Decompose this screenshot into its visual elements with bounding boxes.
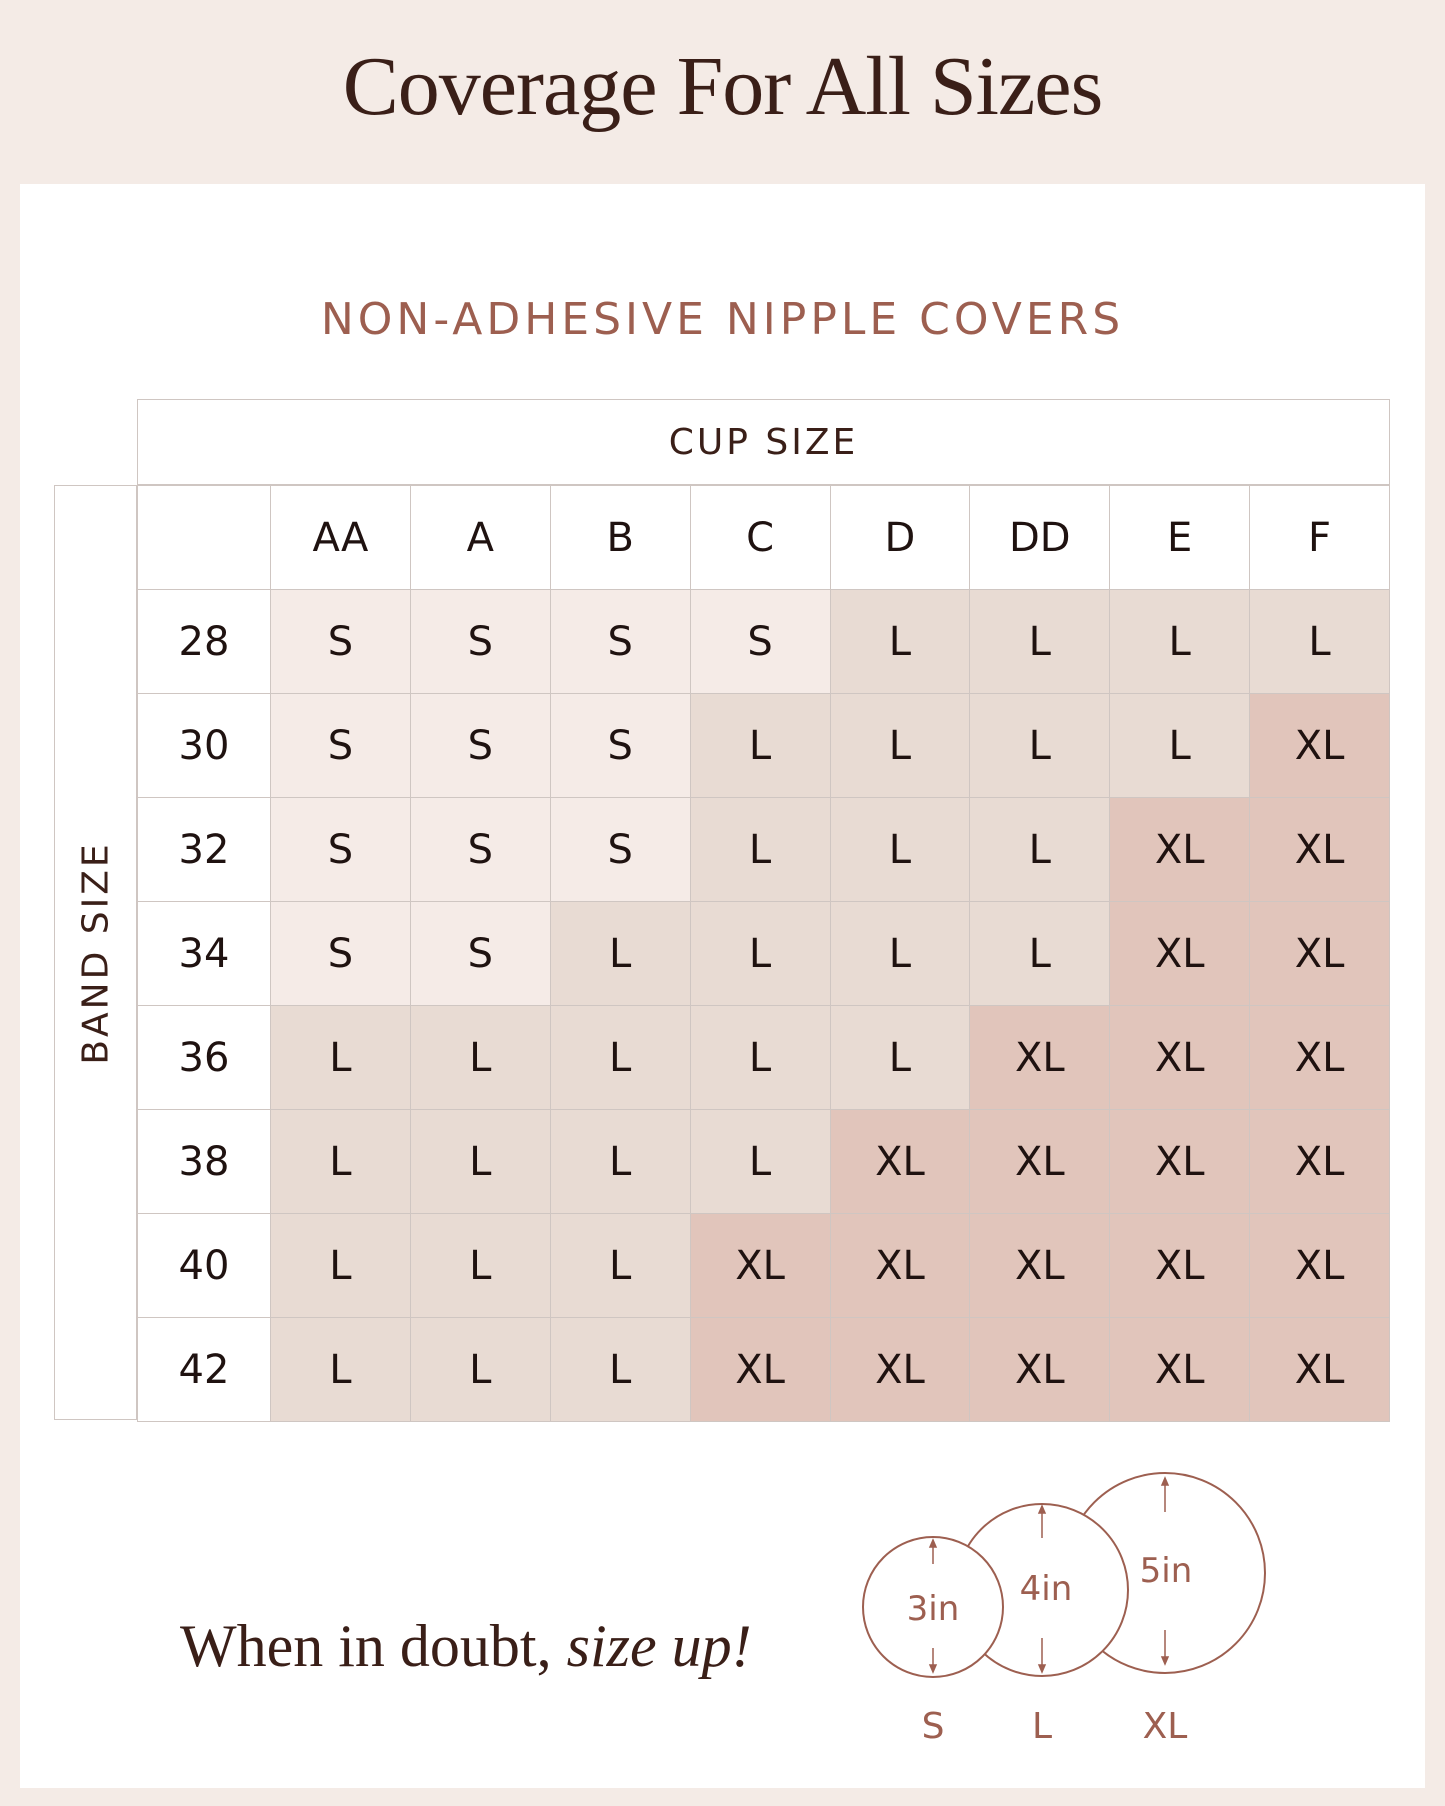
band-size-cell: 30 — [138, 694, 271, 798]
size-cell: S — [410, 902, 550, 1006]
size-cell: L — [271, 1214, 411, 1318]
corner-cell — [138, 486, 271, 590]
size-cell: XL — [830, 1318, 970, 1422]
size-cell: XL — [970, 1006, 1110, 1110]
size-cell: L — [1110, 590, 1250, 694]
size-cell: L — [830, 798, 970, 902]
band-size-label: BAND SIZE — [75, 840, 116, 1065]
band-size-cell: 38 — [138, 1110, 271, 1214]
size-cell: L — [830, 590, 970, 694]
size-cell: XL — [1250, 1214, 1390, 1318]
cover-size-illustration — [850, 1460, 1290, 1760]
size-cell: XL — [1250, 902, 1390, 1006]
cup-size-cell: AA — [271, 486, 411, 590]
size-cell: L — [410, 1318, 550, 1422]
size-cell: XL — [970, 1214, 1110, 1318]
cup-size-cell: A — [410, 486, 550, 590]
size-cell: L — [550, 1214, 690, 1318]
size-cell: S — [550, 694, 690, 798]
size-table — [137, 485, 1390, 1422]
band-size-cell: 28 — [138, 590, 271, 694]
size-cell: L — [830, 902, 970, 1006]
size-cell: XL — [1110, 798, 1250, 902]
size-cell: L — [690, 902, 830, 1006]
band-size-cell: 36 — [138, 1006, 271, 1110]
cup-size-row — [138, 486, 1390, 590]
band-size-cell: 32 — [138, 798, 271, 902]
tip-emphasis: size up! — [566, 1613, 752, 1679]
cup-size-cell: DD — [970, 486, 1110, 590]
page-headline: Coverage For All Sizes — [342, 40, 1103, 133]
size-cell: S — [271, 798, 411, 902]
size-cell: L — [271, 1006, 411, 1110]
size-cell: XL — [690, 1318, 830, 1422]
circle-xl-label: XL — [1142, 1706, 1188, 1747]
size-cell: L — [410, 1006, 550, 1110]
size-cell: L — [410, 1110, 550, 1214]
band-row-32 — [138, 798, 1390, 902]
size-cell: L — [410, 1214, 550, 1318]
band-row-36 — [138, 1006, 1390, 1110]
size-cell: XL — [970, 1110, 1110, 1214]
size-up-tip — [180, 1612, 752, 1681]
size-cell: XL — [1110, 1318, 1250, 1422]
size-cell: L — [830, 1006, 970, 1110]
size-cell: L — [1250, 590, 1390, 694]
circle-xl-diameter: 5in — [1139, 1551, 1193, 1591]
size-cell: L — [550, 1006, 690, 1110]
band-row-34 — [138, 902, 1390, 1006]
size-cell: L — [550, 1318, 690, 1422]
size-cell: XL — [830, 1110, 970, 1214]
size-cell: XL — [830, 1214, 970, 1318]
size-cell: L — [690, 694, 830, 798]
band-row-30 — [138, 694, 1390, 798]
size-cell: S — [410, 798, 550, 902]
size-cell: L — [970, 798, 1110, 902]
size-cell: S — [550, 798, 690, 902]
size-cell: S — [271, 590, 411, 694]
product-title: NON-ADHESIVE NIPPLE COVERS — [320, 294, 1125, 345]
size-cell: XL — [1250, 694, 1390, 798]
size-cell: L — [690, 1006, 830, 1110]
size-cell: XL — [1250, 1318, 1390, 1422]
circle-s-diameter: 3in — [906, 1589, 960, 1629]
cup-size-cell: D — [830, 486, 970, 590]
cup-size-cell: F — [1250, 486, 1390, 590]
size-cell: XL — [1110, 1006, 1250, 1110]
size-cell: S — [410, 694, 550, 798]
size-cell: L — [970, 902, 1110, 1006]
circle-l-label: L — [1031, 1706, 1053, 1747]
size-cell: L — [690, 1110, 830, 1214]
cup-size-header: CUP SIZE — [137, 399, 1390, 485]
band-size-cell: 34 — [138, 902, 271, 1006]
size-cell: L — [970, 694, 1110, 798]
cup-size-cell: E — [1110, 486, 1250, 590]
size-cell: XL — [1110, 902, 1250, 1006]
size-cell: XL — [1250, 1110, 1390, 1214]
size-cell: XL — [1110, 1214, 1250, 1318]
band-row-40 — [138, 1214, 1390, 1318]
size-cell: S — [271, 694, 411, 798]
size-cell: XL — [690, 1214, 830, 1318]
size-cell: L — [690, 798, 830, 902]
size-cell: L — [550, 1110, 690, 1214]
size-cell: L — [1110, 694, 1250, 798]
size-cell: S — [271, 902, 411, 1006]
size-cell: S — [690, 590, 830, 694]
size-cell: XL — [1250, 798, 1390, 902]
band-size-cell: 42 — [138, 1318, 271, 1422]
tip-prefix: When in doubt, — [180, 1613, 567, 1679]
size-cell: XL — [1110, 1110, 1250, 1214]
band-size-header — [54, 485, 137, 1420]
cup-size-cell: B — [550, 486, 690, 590]
cup-size-cell: C — [690, 486, 830, 590]
size-cell: L — [830, 694, 970, 798]
size-cell: S — [410, 590, 550, 694]
size-cell: L — [550, 902, 690, 1006]
circle-l-diameter: 4in — [1019, 1569, 1073, 1609]
size-cell: L — [970, 590, 1110, 694]
size-cell: S — [550, 590, 690, 694]
size-cell: XL — [1250, 1006, 1390, 1110]
size-cell: XL — [970, 1318, 1110, 1422]
size-cell: L — [271, 1110, 411, 1214]
band-row-38 — [138, 1110, 1390, 1214]
size-cell: L — [271, 1318, 411, 1422]
circle-s-label: S — [921, 1706, 945, 1747]
band-size-cell: 40 — [138, 1214, 271, 1318]
band-row-42 — [138, 1318, 1390, 1422]
band-row-28 — [138, 590, 1390, 694]
